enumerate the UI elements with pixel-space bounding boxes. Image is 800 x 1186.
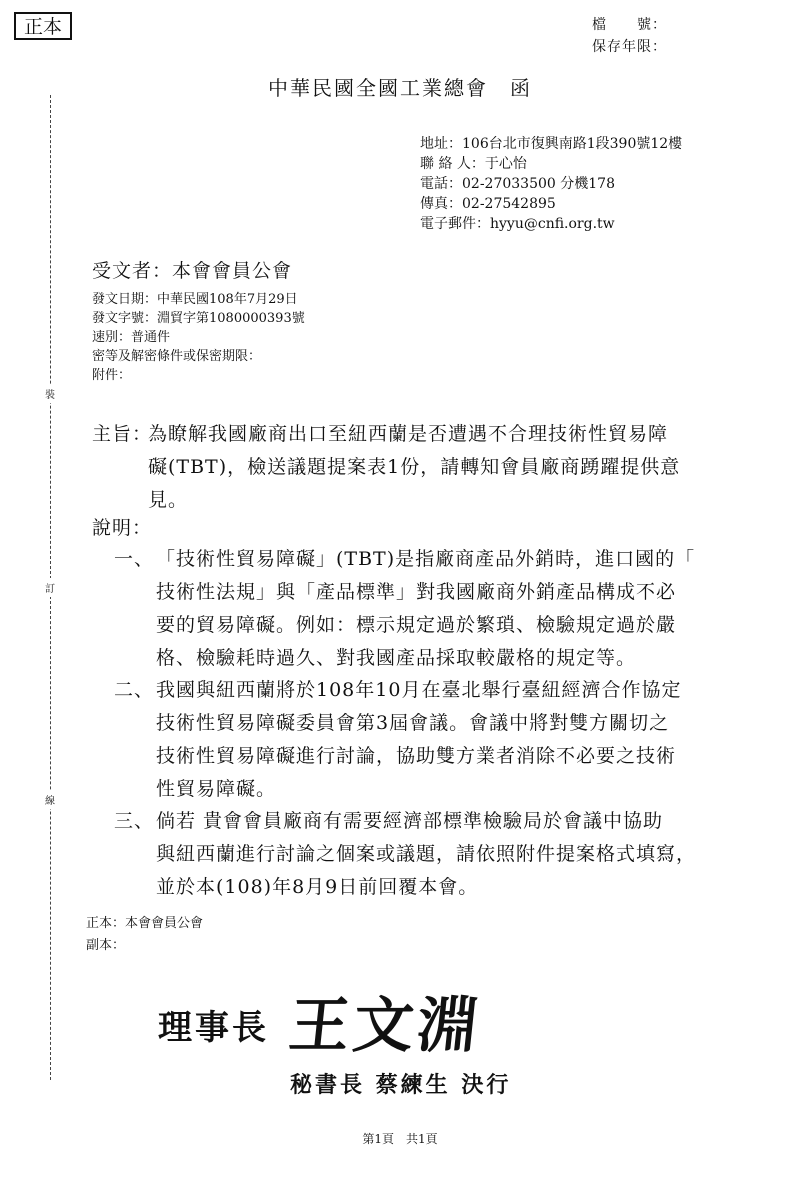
- subject-line: 礙(TBT)，檢送議題提案表1份，請轉知會員廠商踴躍提供意: [148, 456, 681, 478]
- explanation-label: 說明：: [92, 517, 153, 539]
- chairman-name: 王文淵: [285, 991, 486, 1061]
- binding-mark-3: 線: [44, 790, 56, 809]
- binding-mark-1: 裝: [44, 384, 56, 403]
- item-line: 倘若 貴會會員廠商有需要經濟部標準檢驗局於會議中協助: [156, 810, 664, 832]
- contact-fax: 傳真：02-27542895: [420, 196, 556, 212]
- copy-recipient: 副本：: [86, 938, 126, 953]
- subject-line: 見。: [148, 489, 189, 511]
- attachments: 附件：: [92, 368, 132, 383]
- urgency: 速別：普通件: [92, 330, 171, 345]
- chairman-title: 理事長: [158, 1008, 269, 1048]
- item-line: 技術性貿易障礙進行討論，協助雙方業者消除不必要之技術: [156, 745, 677, 767]
- issue-date: 發文日期：中華民國108年7月29日: [92, 292, 298, 307]
- item-line: 「技術性貿易障礙」(TBT)是指廠商產品外銷時，進口國的「: [156, 548, 696, 570]
- item-number: 三、: [114, 810, 155, 832]
- item-number: 一、: [114, 548, 155, 570]
- contact-address: 地址：106台北市復興南路1段390號12樓: [420, 136, 683, 152]
- original-copy-stamp: 正本: [14, 12, 72, 40]
- file-number-label: 檔 號：: [592, 17, 667, 33]
- item-number: 二、: [114, 679, 155, 701]
- document-number: 發文字號：淵貿字第1080000393號: [92, 311, 305, 326]
- item-line: 技術性法規」與「產品標準」對我國廠商外銷產品構成不必: [156, 581, 677, 603]
- subject-label: 主旨：: [92, 423, 153, 445]
- item-line: 格、檢驗耗時過久、對我國產品採取較嚴格的規定等。: [156, 647, 637, 669]
- item-line: 技術性貿易障礙委員會第3屆會議。會議中將對雙方關切之: [156, 712, 670, 734]
- page-number: 第1頁 共1頁: [362, 1132, 438, 1146]
- original-recipient: 正本：本會會員公會: [86, 916, 204, 931]
- confidentiality: 密等及解密條件或保密期限：: [92, 349, 262, 364]
- contact-email: 電子郵件：hyyu@cnfi.org.tw: [420, 216, 615, 232]
- item-line: 與紐西蘭進行討論之個案或議題，請依照附件提案格式填寫，: [156, 843, 697, 865]
- secretary-approval: 秘書長 蔡練生 決行: [290, 1072, 512, 1098]
- binding-mark-2: 訂: [44, 578, 56, 597]
- item-line: 我國與紐西蘭將於108年10月在臺北舉行臺紐經濟合作協定: [156, 679, 682, 701]
- contact-phone: 電話：02-27033500 分機178: [420, 176, 615, 192]
- receiver: 受文者：本會會員公會: [92, 260, 293, 282]
- item-line: 要的貿易障礙。例如：標示規定過於繁瑣、檢驗規定過於嚴: [156, 614, 677, 636]
- item-line: 並於本(108)年8月9日前回覆本會。: [156, 876, 479, 898]
- contact-person: 聯 絡 人：于心怡: [420, 156, 527, 172]
- document-title: 中華民國全國工業總會 函: [268, 76, 532, 100]
- item-line: 性貿易障礙。: [156, 778, 277, 800]
- retention-label: 保存年限：: [592, 39, 667, 55]
- subject-line: 為瞭解我國廠商出口至紐西蘭是否遭遇不合理技術性貿易障: [148, 423, 669, 445]
